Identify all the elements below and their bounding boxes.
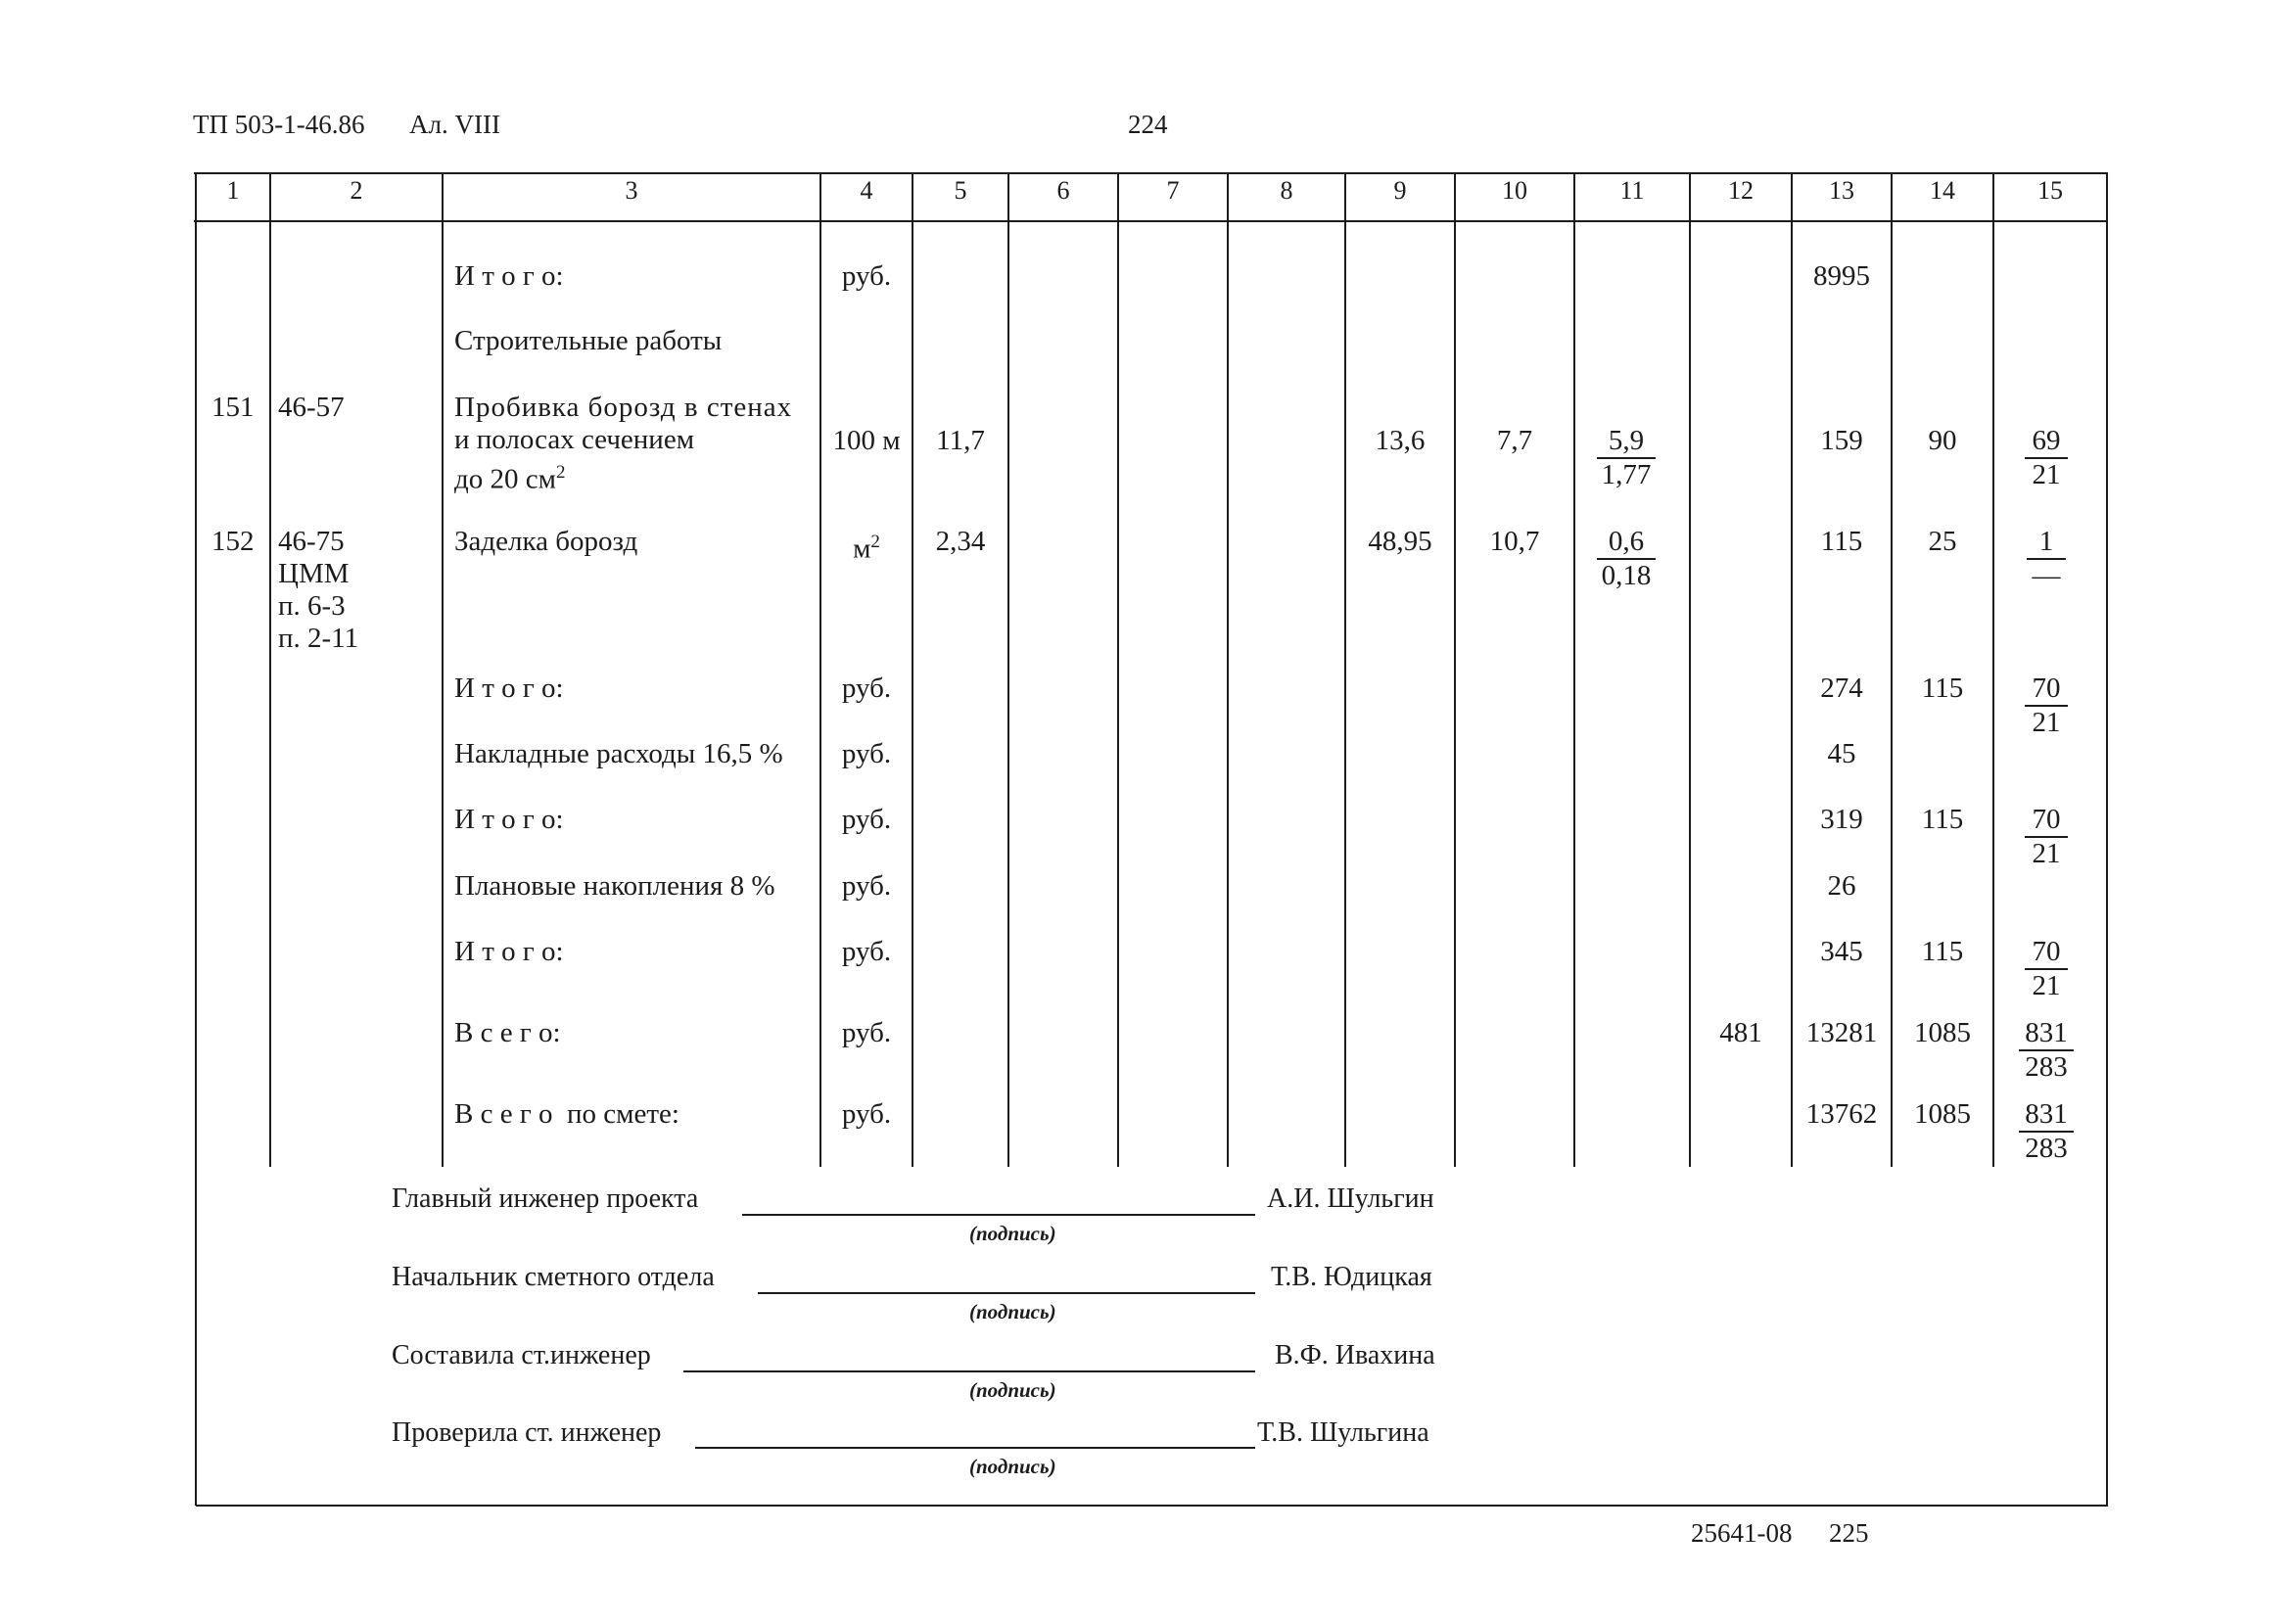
signature-caption: (подпись)	[969, 1222, 1056, 1245]
signer-role: Составила ст.инженер	[392, 1340, 651, 1370]
value-cell: 10,7	[1489, 526, 1540, 557]
quantity-cell: 11,7	[936, 425, 985, 456]
value-cell: 7,7	[1496, 425, 1533, 456]
document-code: ТП 503-1-46.86	[193, 110, 365, 139]
header-bottom-border	[194, 220, 2107, 222]
signer-name: Т.В. Шульгина	[1257, 1417, 1429, 1448]
column-number: 1	[226, 176, 240, 205]
value-cell: 481	[1719, 1017, 1762, 1048]
value-cell: 25	[1928, 526, 1957, 557]
column-number: 8	[1280, 176, 1293, 205]
price-code: 46-75	[278, 526, 345, 557]
signer-role: Проверила ст. инженер	[392, 1417, 662, 1448]
fraction-cell: $\frac{70}{21}$	[2025, 673, 2068, 739]
fraction-cell: $\frac{0,6}{0,18}$	[1597, 526, 1656, 592]
value-cell: 48,95	[1368, 526, 1432, 557]
unit-cell: руб.	[841, 260, 892, 292]
total-cell: 26	[1827, 870, 1856, 902]
signature-caption: (подпись)	[969, 1300, 1056, 1323]
work-name: Пробивка борозд в стенах	[454, 392, 793, 423]
price-code: ЦММ	[278, 558, 350, 589]
column-number: 5	[954, 176, 967, 205]
row-label: Плановые накопления 8 %	[454, 870, 775, 902]
unit-cell: руб.	[841, 804, 892, 835]
frame-left-border	[195, 172, 197, 1506]
fraction-cell: $\frac{5,9}{1,77}$	[1597, 425, 1656, 491]
signature-caption: (подпись)	[969, 1455, 1056, 1478]
row-label: И т о г о:	[454, 804, 564, 835]
col-divider	[1117, 172, 1119, 1167]
signer-role: Главный инженер проекта	[392, 1183, 699, 1214]
row-label: В с е г о:	[454, 1017, 561, 1048]
signature-caption: (подпись)	[969, 1378, 1056, 1402]
column-number: 4	[860, 176, 873, 205]
column-number: 10	[1502, 176, 1527, 205]
table-top-border	[194, 172, 2107, 174]
column-number: 2	[350, 176, 363, 205]
fraction-cell: $\frac{831}{283}$	[2019, 1017, 2074, 1084]
signature-line	[742, 1214, 1255, 1216]
row-number: 151	[211, 392, 255, 423]
column-number: 14	[1930, 176, 1955, 205]
frame-bottom-border	[196, 1505, 2108, 1507]
column-number: 11	[1619, 176, 1645, 205]
price-code: 46-57	[278, 392, 345, 423]
value-cell: 1085	[1914, 1017, 1971, 1048]
column-number: 6	[1056, 176, 1070, 205]
unit-cell: руб.	[841, 1098, 892, 1130]
work-name: и полосах сечением	[454, 424, 695, 455]
unit-cell: руб.	[841, 936, 892, 967]
col-divider	[442, 172, 444, 1167]
unit-cell: 100 м	[832, 425, 901, 456]
page-number: 224	[1128, 110, 1168, 139]
column-number: 3	[625, 176, 638, 205]
col-divider	[269, 172, 271, 1167]
value-cell: 115	[1921, 804, 1964, 835]
value-cell: 1085	[1914, 1098, 1971, 1130]
column-number: 9	[1393, 176, 1407, 205]
signer-name: В.Ф. Ивахина	[1275, 1340, 1435, 1370]
unit-cell: руб.	[841, 1017, 892, 1048]
signer-role: Начальник сметного отдела	[392, 1262, 715, 1292]
col-divider	[1007, 172, 1009, 1167]
total-cell: 13281	[1805, 1017, 1878, 1048]
col-divider	[1454, 172, 1456, 1167]
total-cell: 319	[1820, 804, 1863, 835]
row-label: И т о г о:	[454, 260, 564, 292]
signer-name: Т.В. Юдицкая	[1271, 1262, 1432, 1292]
total-cell: 45	[1827, 738, 1856, 769]
signature-line	[683, 1370, 1255, 1372]
row-label: Накладные расходы 16,5 %	[454, 738, 783, 769]
signature-line	[758, 1292, 1255, 1294]
footer-page: 225	[1829, 1518, 1869, 1548]
col-divider	[1344, 172, 1346, 1167]
total-cell: 13762	[1805, 1098, 1878, 1130]
total-cell: 159	[1820, 425, 1863, 456]
price-code: п. 6-3	[278, 590, 346, 622]
row-label: И т о г о:	[454, 673, 564, 704]
total-cell: 274	[1820, 673, 1863, 704]
unit-cell: руб.	[841, 738, 892, 769]
fraction-cell: $\frac{831}{283}$	[2019, 1098, 2074, 1165]
value-cell: 115	[1921, 673, 1964, 704]
fraction-cell: 1 —	[2027, 526, 2066, 592]
row-label: И т о г о:	[454, 936, 564, 967]
value-cell: 90	[1928, 425, 1957, 456]
fraction-cell: $\frac{70}{21}$	[2025, 936, 2068, 1002]
total-cell: 115	[1820, 526, 1863, 557]
unit-cell: руб.	[841, 870, 892, 902]
signer-name: А.И. Шульгин	[1267, 1183, 1434, 1214]
fraction-cell: $\frac{69}{21}$	[2025, 425, 2068, 491]
row-label: В с е г о по смете:	[454, 1098, 679, 1130]
total-cell: 345	[1820, 936, 1863, 967]
signature-line	[695, 1447, 1255, 1449]
value-cell: 13,6	[1375, 425, 1426, 456]
column-number: 15	[2037, 176, 2063, 205]
quantity-cell: 2,34	[935, 526, 986, 557]
column-number: 13	[1829, 176, 1854, 205]
col-divider	[1227, 172, 1229, 1167]
work-name: Заделка борозд	[454, 526, 638, 557]
price-code: п. 2-11	[278, 623, 359, 654]
col-divider	[1573, 172, 1575, 1167]
unit-cell: $м^2$	[853, 532, 880, 565]
total-cell: 8995	[1813, 260, 1870, 292]
column-number: 7	[1166, 176, 1180, 205]
album-number: Ал. VIII	[409, 110, 500, 139]
unit-cell: руб.	[841, 673, 892, 704]
work-name: до 20 $см^2$	[454, 462, 566, 495]
column-number: 12	[1728, 176, 1754, 205]
row-number: 152	[211, 526, 255, 557]
fraction-cell: $\frac{70}{21}$	[2025, 804, 2068, 870]
footer-code: 25641-08	[1691, 1518, 1793, 1548]
value-cell: 115	[1921, 936, 1964, 967]
frame-right-border	[2106, 172, 2108, 1506]
section-title: Строительные работы	[454, 325, 723, 356]
